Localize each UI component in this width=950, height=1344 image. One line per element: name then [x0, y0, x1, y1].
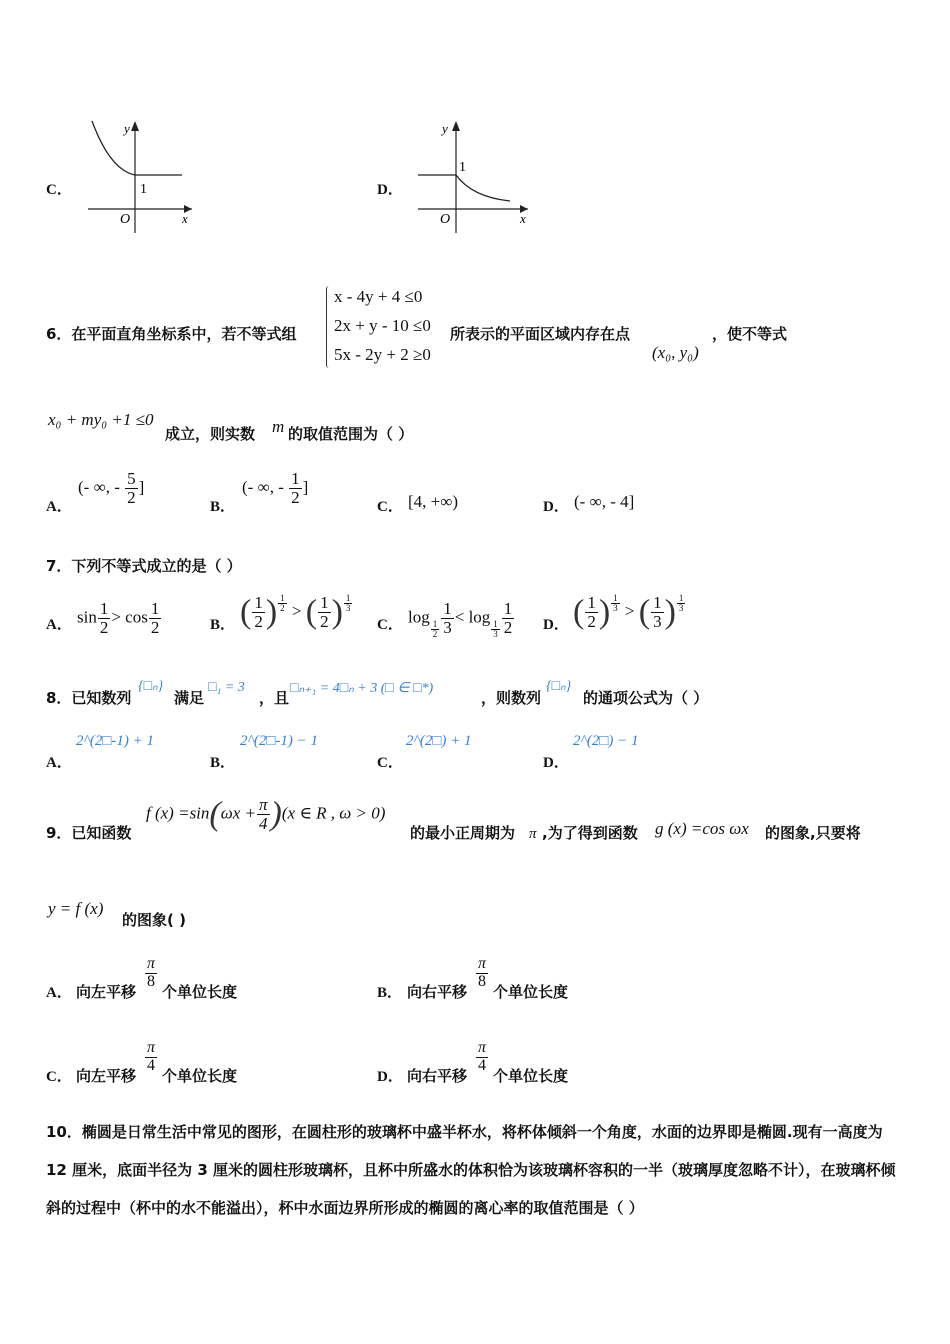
q9-option-c-post: 个单位长度 — [162, 1067, 238, 1085]
q8-option-c-label: C． — [377, 755, 403, 771]
y-label: y — [442, 121, 448, 136]
q9-text-4: 的图象,只要将 — [765, 824, 861, 842]
x-label: x — [520, 211, 526, 226]
x-label: x — [182, 211, 188, 226]
q7-stem: 7．下列不等式成立的是（ ） — [46, 557, 242, 575]
q9-pi: π — [529, 826, 537, 842]
q9-option-a-label: A． — [46, 985, 72, 1001]
q9-option-d-post: 个单位长度 — [493, 1067, 569, 1085]
one-label: 1 — [459, 160, 466, 175]
q5-graph-c — [80, 115, 200, 235]
q6-option-c-label: C． — [377, 499, 403, 515]
curve — [418, 175, 510, 201]
q6-option-d-label: D． — [543, 499, 569, 515]
q7-option-b-label: B． — [210, 617, 236, 633]
q7-option-d-value: ( $\frac{1}{2}$ ) $\frac{1}{3}$ > ( $\frac{1}{3}$ ) $\frac{1}{3}$ — [573, 593, 684, 631]
y-axis-arrow — [131, 121, 139, 131]
q9-option-c-fraction: $\frac{\pi}{4}$ — [147, 1039, 156, 1074]
q6-option-b-label: B． — [210, 499, 236, 515]
q8-recurrence: □ₙ₊₁ = 4□ₙ + 3 (□ ∈ □*) — [290, 681, 434, 696]
q8-option-d-value: 2^(2□) − 1 — [573, 733, 639, 749]
q6-option-a-value: (- ∞, - $\frac{5}{2}$ ] — [78, 469, 145, 507]
q6-main-inequality: x₀ + my₀ +1 ≤0 — [48, 410, 154, 429]
q9-option-d-fraction: $\frac{\pi}{4}$ — [478, 1039, 487, 1074]
y-label: y — [124, 121, 130, 136]
q7-option-d-label: D． — [543, 617, 569, 633]
q6-stem-middle: 所表示的平面区域内存在点 — [450, 325, 631, 343]
q9-option-c-pre: 向左平移 — [76, 1067, 137, 1085]
q8-text-1: 8．已知数列 — [46, 689, 132, 707]
q9-text-5: 的图象( ) — [122, 911, 186, 929]
q9-text-3: ,为了得到函数 — [542, 824, 638, 842]
q9-option-b-post: 个单位长度 — [493, 983, 569, 1001]
q8-option-a-value: 2^(2□-1) + 1 — [76, 733, 154, 749]
one-label: 1 — [140, 182, 147, 197]
q8-option-b-value: 2^(2□-1) − 1 — [240, 733, 318, 749]
q7-option-c-label: C． — [377, 617, 403, 633]
q9-option-c-label: C． — [46, 1069, 72, 1085]
q8-text-3: ，且 — [259, 689, 290, 707]
q5-option-d-label: D． — [377, 182, 403, 198]
q8-option-b-label: B． — [210, 755, 236, 771]
q9-option-b-fraction: $\frac{\pi}{8}$ — [478, 955, 487, 990]
q6-inequality-3: 5x - 2y + 2 ≥0 — [334, 345, 431, 364]
q8-sequence-2: {□ₙ} — [546, 679, 572, 694]
q6-var-m: m — [272, 417, 285, 436]
origin-label: O — [440, 212, 451, 227]
q9-text-2: 的最小正周期为 — [410, 824, 516, 842]
q9-option-a-post: 个单位长度 — [162, 983, 238, 1001]
q8-option-d-label: D． — [543, 755, 569, 771]
q9-y-eq-fx: y = f (x) — [48, 899, 104, 918]
q9-option-a-pre: 向左平移 — [76, 983, 137, 1001]
q6-option-d-value: (- ∞, - 4] — [574, 492, 635, 511]
q6-system-brace — [326, 286, 329, 368]
q6-option-b-value: (- ∞, - $\frac{1}{2}$ ] — [242, 469, 309, 507]
q10-stem: 10．椭圆是日常生活中常见的图形，在圆柱形的玻璃杯中盛半杯水，将杯体倾斜一个角度，水面的边界即是椭圆.现有一高度为 12 厘米，底面半径为 3 厘米的圆柱形玻璃杯，且杯中所盛水的体积恰为该玻璃杯容积的一半（玻璃厚度忽略不计），在玻璃杯倾斜的过程中（杯中的水不能溢出），杯中水面边界所形成的椭圆的离心率的取值范围是（ ） — [46, 1123, 896, 1217]
q9-function-g: g (x) =cos ωx — [655, 819, 749, 838]
q8-option-c-value: 2^(2□) + 1 — [406, 733, 472, 749]
q6-option-a-label: A． — [46, 499, 72, 515]
origin-label: O — [120, 212, 131, 227]
q6-line2-end: 的取值范围为（ ） — [288, 425, 414, 443]
q7-option-a-label: A． — [46, 617, 72, 633]
q9-text-1: 9．已知函数 — [46, 824, 132, 842]
q5-graph-d — [410, 115, 535, 235]
q8-sequence: {□ₙ} — [138, 679, 164, 694]
q8-text-2: 满足 — [174, 689, 205, 707]
q9-option-a-fraction: $\frac{\pi}{8}$ — [147, 955, 156, 990]
q6-point: (x₀, y₀) — [652, 343, 699, 362]
y-axis-arrow — [452, 121, 460, 131]
q6-inequality-2: 2x + y - 10 ≤0 — [334, 316, 431, 335]
q5-option-c-label: C． — [46, 182, 72, 198]
q8-text-4: ，则数列 — [481, 689, 542, 707]
q8-option-a-label: A． — [46, 755, 72, 771]
q8-a1: □₁ = 3 — [208, 680, 245, 695]
q7-option-b-value: ( $\frac{1}{2}$ ) $\frac{1}{2}$ > ( $\frac{1}{2}$ ) $\frac{1}{3}$ — [240, 593, 351, 631]
q6-inequality-1: x - 4y + 4 ≤0 — [334, 287, 423, 306]
q8-text-5: 的通项公式为（ ） — [583, 689, 709, 707]
q7-option-a-value: sin $\frac{1}{2}$ > cos $\frac{1}{2}$ — [77, 599, 160, 637]
q9-option-d-label: D． — [377, 1069, 403, 1085]
q6-option-c-value: [4, +∞) — [408, 492, 459, 511]
q9-option-d-pre: 向右平移 — [407, 1067, 468, 1085]
q6-line2: 成立，则实数 — [165, 425, 256, 443]
q7-option-c-value: log $\frac{1}{2}$ $\frac{1}{3}$ < log $\frac{1}{3}$ $\frac{1}{2}$ — [408, 599, 513, 640]
q9-option-b-pre: 向右平移 — [407, 983, 468, 1001]
q6-stem-suffix: ，使不等式 — [712, 325, 788, 343]
q6-stem-prefix: 6．在平面直角坐标系中，若不等式组 — [46, 325, 297, 343]
q9-function-f: f (x) =sin(ωx + $\frac{\pi}{4}$ )(x ∈ R , ω > 0) — [146, 795, 386, 833]
q9-option-b-label: B． — [377, 985, 403, 1001]
